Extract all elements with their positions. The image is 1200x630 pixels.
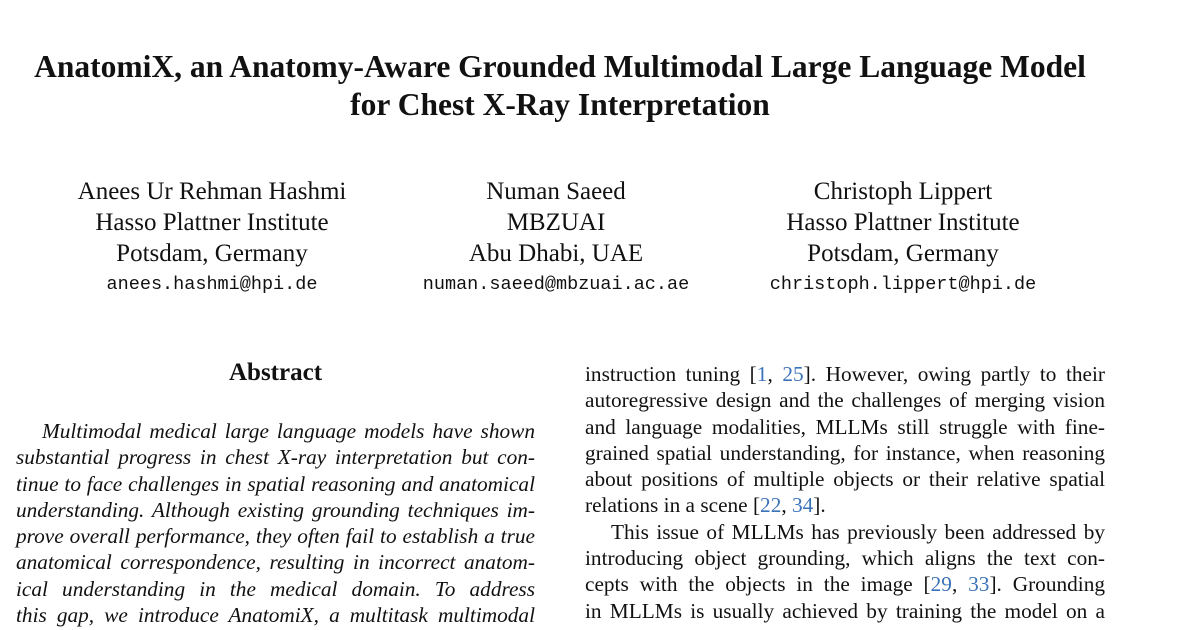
author-location: Abu Dhabi, UAE <box>468 240 644 267</box>
body-text: instruction tuning [ <box>585 362 757 386</box>
author-location: Potsdam, Germany <box>116 240 308 267</box>
abstract-line: tinue to face challenges in spatial reasoning and anatomical <box>16 471 535 496</box>
paper-title-line-1: AnatomiX, an Anatomy-Aware Grounded Multimodal Large Language Model <box>34 49 1086 84</box>
body-line <box>585 361 1105 387</box>
abstract-line: Multimodal medical large language models have shown <box>42 419 535 443</box>
body-line: autoregressive design and the challenges of merging vision <box>585 388 1105 413</box>
author-block-3 <box>753 176 1053 298</box>
body-text: ]. Grounding <box>989 572 1105 597</box>
body-text: ]. However, owing partly to their <box>803 362 1105 386</box>
citation-link[interactable]: 33 <box>968 572 990 597</box>
author-name: Anees Ur Rehman Hashmi <box>77 178 347 205</box>
abstract-line: ical understanding in the medical domain. To address <box>16 576 535 601</box>
citation-link[interactable]: 1 <box>756 362 768 386</box>
body-line <box>585 492 1105 518</box>
body-line: and language modalities, MLLMs still struggle with fine- <box>585 414 1105 439</box>
abstract-line: anatomical correspondence, resulting in incorrect anatom- <box>16 550 535 575</box>
body-line <box>585 571 1105 597</box>
citation-link[interactable]: 34 <box>792 493 814 518</box>
body-text: relations in a scene [ <box>585 493 761 518</box>
abstract-line: prove overall performance, they often fail to establish a true <box>16 524 535 549</box>
body-text-right-column <box>585 361 1105 624</box>
author-affiliation: Hasso Plattner Institute <box>95 209 329 236</box>
author-email: numan.saeed@mbzuai.ac.ae <box>422 274 690 295</box>
body-line: about positions of multiple objects or their relative spatial <box>585 467 1105 492</box>
author-block-2 <box>406 176 706 298</box>
author-name: Numan Saeed <box>486 178 626 205</box>
abstract-text <box>16 418 535 628</box>
author-affiliation: Hasso Plattner Institute <box>786 209 1020 236</box>
paper-title-line-2: for Chest X-Ray Interpretation <box>350 87 770 122</box>
abstract-heading: Abstract <box>228 359 323 386</box>
author-affiliation: MBZUAI <box>506 209 606 236</box>
abstract-line: this gap, we introduce AnatomiX, a multitask multimodal <box>16 603 535 628</box>
author-email: christoph.lippert@hpi.de <box>769 274 1037 295</box>
citation-link[interactable]: 25 <box>782 362 804 386</box>
author-block-1 <box>62 176 362 298</box>
body-text: , <box>767 362 783 386</box>
citation-link[interactable]: 22 <box>760 493 782 518</box>
author-email: anees.hashmi@hpi.de <box>106 274 318 295</box>
citation-link[interactable]: 29 <box>930 572 952 597</box>
body-text: ]. <box>813 493 826 518</box>
abstract-line: substantial progress in chest X-ray interpretation but con- <box>16 445 535 470</box>
abstract-line: understanding. Although existing grounding techniques im- <box>16 497 535 522</box>
author-name: Christoph Lippert <box>813 178 993 205</box>
body-line: grained spatial understanding, for instance, when reasoning <box>585 440 1105 465</box>
body-line: introducing object grounding, which aligns the text con- <box>585 546 1105 571</box>
body-line: This issue of MLLMs has previously been addressed by <box>611 519 1105 544</box>
body-text: cepts with the objects in the image [ <box>585 572 931 597</box>
body-text: , <box>781 493 792 518</box>
paper-title <box>0 48 1120 124</box>
body-line: in MLLMs is usually achieved by training the model on a <box>585 598 1105 623</box>
author-location: Potsdam, Germany <box>807 240 999 267</box>
body-text: , <box>951 572 969 597</box>
